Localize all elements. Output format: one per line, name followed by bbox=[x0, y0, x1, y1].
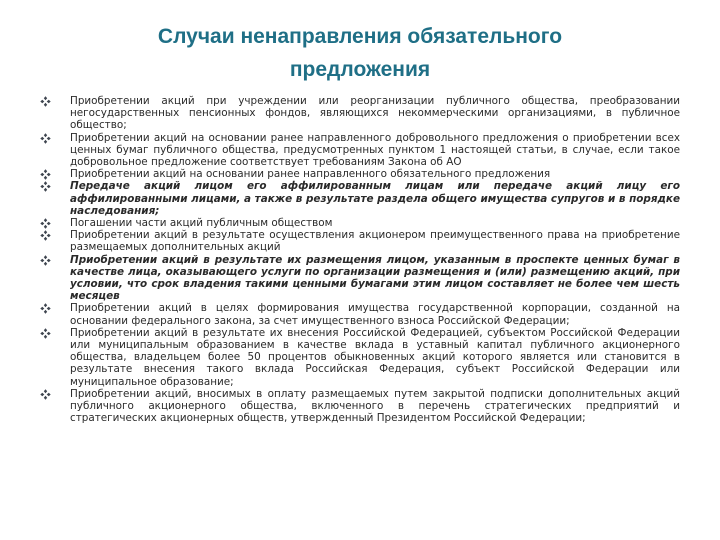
bullet-list bbox=[40, 95, 680, 424]
slide-title bbox=[60, 20, 660, 86]
diamond-bullet-icon bbox=[40, 169, 51, 180]
list-item-text: Приобретении акций при учреждении или реорганизации публичного общества, преобразовании негосударственных пенсионных фондов, являющихся некоммерческими организациями, в публичное общество; bbox=[70, 95, 680, 132]
list-item bbox=[40, 180, 680, 217]
list-item-text: Передаче акций лицом его аффилированным лицам или передаче акций лицу его аффилированными лицами, а также в результате раздела общего имущества супругов и в порядке наследования; bbox=[70, 180, 680, 217]
list-item-text: Приобретении акций в результате их размещения лицом, указанным в проспекте ценных бумаг в качестве лица, оказывающего услуги по организации размещения и (или) размещению акций, при условии, что срок владения такими ценными бумагами этим лицом составляет не более чем шесть месяцев bbox=[70, 253, 680, 303]
list-item bbox=[40, 229, 680, 253]
slide-title-line-2: предложения bbox=[289, 58, 431, 81]
diamond-bullet-icon bbox=[40, 218, 51, 229]
list-item bbox=[40, 254, 680, 303]
list-item-text: Приобретении акций в целях формирования имущества государственной корпорации, созданной на основании федерального закона, за счет имущественного взноса Российской Федерации; bbox=[70, 302, 680, 327]
list-item-text: Погашении части акций публичным обществом bbox=[70, 217, 333, 230]
list-item bbox=[40, 132, 680, 169]
diamond-bullet-icon bbox=[40, 389, 51, 400]
diamond-bullet-icon bbox=[40, 133, 51, 144]
diamond-bullet-icon bbox=[40, 303, 51, 314]
list-item-text: Приобретении акций в результате их внесения Российской Федерацией, субъектом Российской Федерации или муниципальным образованием в качестве вклада в уставный капитал публичного акционерного общества, владельцем более 50 процентов обыкновенных акций которого является или становится в результате внесения такого вклада Российская Федерация, субъект Российской Федерации или муниципальное образование; bbox=[70, 326, 680, 388]
list-item-text: Приобретении акций на основании ранее направленного обязательного предложения bbox=[70, 168, 551, 181]
list-item-text: Приобретении акций в результате осуществления акционером преимущественного права на приобретение размещаемых дополнительных акций bbox=[70, 229, 680, 254]
list-item bbox=[40, 302, 680, 326]
list-item-text: Приобретении акций на основании ранее направленного добровольного предложения о приобретении всех ценных бумаг публичного общества, предусмотренных пунктом 1 настоящей статьи, в случае, если такое добровольное предложение соответствует требованиям Закона об АО bbox=[70, 131, 680, 169]
diamond-bullet-icon bbox=[40, 181, 51, 192]
diamond-bullet-icon bbox=[40, 230, 51, 241]
diamond-bullet-icon bbox=[40, 328, 51, 339]
slide-title-line-1: Случаи ненаправления обязательного bbox=[157, 25, 563, 48]
diamond-bullet-icon bbox=[40, 255, 51, 266]
list-item bbox=[40, 327, 680, 388]
list-item bbox=[40, 388, 680, 425]
list-item-text: Приобретении акций, вносимых в оплату размещаемых путем закрытой подписки дополнительных акций публичного акционерного общества, включенного в перечень стратегических предприятий и стратегических акционерных обществ, утвержденный Президентом Российской Федерации; bbox=[70, 387, 680, 425]
diamond-bullet-icon bbox=[40, 96, 51, 107]
list-item bbox=[40, 95, 680, 132]
list-item bbox=[40, 168, 680, 180]
list-item bbox=[40, 217, 680, 229]
